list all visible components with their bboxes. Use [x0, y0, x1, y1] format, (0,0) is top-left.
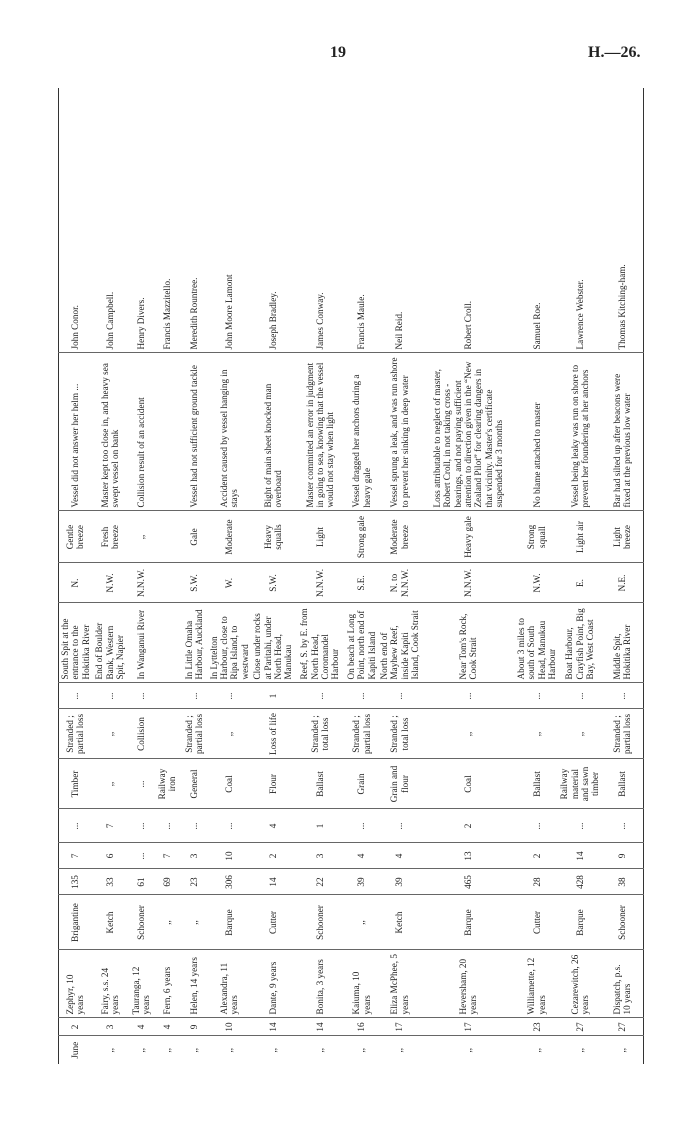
- cell-day: 16: [345, 1018, 378, 1036]
- cell-pass: ...: [208, 809, 251, 843]
- cell-cargo: Grain and flour: [378, 759, 421, 809]
- cell-place: About 3 miles to south of South Head, Manukau Harbour: [515, 603, 558, 683]
- cell-wind: [154, 563, 180, 603]
- cell-pass: 4: [251, 809, 295, 843]
- table-row: [295, 88, 345, 1064]
- cell-ship: Alexandra, 11 years: [208, 950, 251, 1018]
- cell-rig: ,,: [154, 895, 180, 950]
- cell-force: Gale: [180, 511, 208, 563]
- cell-place: End of Boulder Bank, Western Spit, Napier: [92, 603, 128, 683]
- cell-tons: 135: [59, 869, 92, 895]
- cell-place: South Spit at the entrance to the Hokitika River: [59, 603, 92, 683]
- cell-ship: Kaiuma, 10 years: [345, 950, 378, 1018]
- cell-rig: Ketch: [378, 895, 421, 950]
- cell-day: 27: [602, 1018, 644, 1036]
- cell-day: 17: [421, 1018, 515, 1036]
- table-row: [208, 88, 251, 1064]
- cell-month: ,,: [92, 1036, 128, 1064]
- cell-lives: ...: [59, 683, 92, 709]
- cell-pass: 1: [295, 809, 345, 843]
- cell-rig: Cutter: [251, 895, 295, 950]
- cell-tons: 38: [602, 869, 644, 895]
- cell-month: June: [59, 1036, 92, 1064]
- cell-lives: ...: [515, 683, 558, 709]
- cell-crew: 9: [602, 843, 644, 869]
- cell-pass: 2: [421, 809, 515, 843]
- cell-nature: Stranded ; partial loss: [59, 709, 92, 759]
- cell-master: Joseph Bradley.: [267, 291, 278, 350]
- cell-crew: 13: [421, 843, 515, 869]
- cell-wind: N. to N.N.W.: [378, 563, 421, 603]
- cell-force: Heavy squalls: [251, 511, 295, 563]
- table-row: [558, 88, 601, 1064]
- cell-pass: ...: [602, 809, 644, 843]
- cell-cause: Vessel dragged her anchors during a heavy gale: [345, 353, 378, 511]
- table-body: [59, 88, 644, 1064]
- table-row: [515, 88, 558, 1064]
- cell-crew: 3: [180, 843, 208, 869]
- cell-master: James Conway.: [314, 292, 325, 350]
- cell-crew: 3: [295, 843, 345, 869]
- cell-pass: 7: [92, 809, 128, 843]
- cell-force: Strong squall: [515, 511, 558, 563]
- cell-cargo: Grain: [345, 759, 378, 809]
- cell-cause: Master committed an error in judgment in going to sea, knowing that the vessel would not stay when light: [295, 353, 345, 511]
- cell-day: 27: [558, 1018, 601, 1036]
- cell-cargo: Coal: [421, 759, 515, 809]
- cell-crew: 4: [378, 843, 421, 869]
- cell-lives: ...: [92, 683, 128, 709]
- cell-cause: Master kept too close in, and heavy sea swept vessel on bank: [92, 353, 128, 511]
- cell-nature: Stranded ; total loss: [378, 709, 421, 759]
- cell-cargo: Ballast: [602, 759, 644, 809]
- cell-cause: Bar had silted up after beacons were fixed at the previous low water: [602, 353, 644, 511]
- cell-rig: ,,: [345, 895, 378, 950]
- cell-master: Robert Croll.: [463, 301, 473, 350]
- cell-crew: 10: [208, 843, 251, 869]
- series-reference: H.—26.: [588, 44, 641, 61]
- cell-pass: ...: [378, 809, 421, 843]
- cell-tons: 33: [92, 869, 128, 895]
- cell-ship: Zephyr, 10 years: [59, 950, 92, 1018]
- cell-wind: W.: [208, 563, 251, 603]
- cell-place: In Wanganui River: [128, 603, 154, 683]
- cell-day: 17: [378, 1018, 421, 1036]
- cell-wind: E.: [558, 563, 601, 603]
- cell-place: Middle Spit, Hokitika River: [602, 603, 644, 683]
- cell-nature: ,,: [421, 709, 515, 759]
- cell-cargo: Ballast: [515, 759, 558, 809]
- cell-wind: N.N.W.: [421, 563, 515, 603]
- cell-tons: 22: [295, 869, 345, 895]
- cell-force: [154, 511, 180, 563]
- cell-lives: ...: [345, 683, 378, 709]
- cell-place: In Little Omaha Harbour, Auckland: [180, 603, 208, 683]
- cell-cargo: General: [180, 759, 208, 809]
- rotated-table-wrapper: [58, 88, 633, 1064]
- cell-ship: Heversham, 20 years: [421, 950, 515, 1018]
- cell-place: In Lyttelton Harbour, close to Ripa Island, to westward: [208, 603, 251, 683]
- table-row: [421, 88, 515, 1064]
- cell-place: Close under rocks at Paritahi, under North Head, Manukau: [251, 603, 295, 683]
- table-row: [602, 88, 644, 1064]
- cell-cause: Collision result of an accident: [128, 353, 154, 511]
- cell-cause: Bight of main sheet knocked man overboard: [251, 353, 295, 511]
- cell-force: Light air: [558, 511, 601, 563]
- cell-place: Reef, S. by E. from North Head, Coromandel Harbour: [295, 603, 345, 683]
- cell-master: Lawrence Webster.: [574, 279, 585, 350]
- cell-lives: ...: [180, 683, 208, 709]
- cell-pass: ...: [558, 809, 601, 843]
- cell-pass: ...: [154, 809, 180, 843]
- cell-wind: S.E.: [345, 563, 378, 603]
- cell-rig: Barque: [421, 895, 515, 950]
- cell-tons: 61: [128, 869, 154, 895]
- cell-lives: ...: [208, 683, 251, 709]
- cell-crew: 2: [515, 843, 558, 869]
- cell-month: ,,: [180, 1036, 208, 1064]
- cell-crew: 6: [92, 843, 128, 869]
- cell-pass: ...: [128, 809, 154, 843]
- cell-rig: ,,: [180, 895, 208, 950]
- cell-lives: ...: [421, 683, 515, 709]
- cell-crew: 4: [345, 843, 378, 869]
- cell-force: Light breeze: [602, 511, 644, 563]
- cell-cargo: ...: [128, 759, 154, 809]
- cell-tons: 23: [180, 869, 208, 895]
- cell-cargo: Railway iron: [154, 759, 180, 809]
- cell-wind: N.N.W.: [128, 563, 154, 603]
- cell-wind: S.W.: [251, 563, 295, 603]
- cell-day: 2: [59, 1018, 92, 1036]
- cell-month: ,,: [602, 1036, 644, 1064]
- cell-day: 14: [251, 1018, 295, 1036]
- cell-ship: Dante, 9 years: [251, 950, 295, 1018]
- cell-master: Francis Maule.: [356, 294, 367, 350]
- cell-force: Heavy gale: [421, 511, 515, 563]
- cell-nature: Loss of life: [251, 709, 295, 759]
- cell-nature: ,,: [208, 709, 251, 759]
- cell-cause: [154, 353, 180, 511]
- cell-lives: ...: [378, 683, 421, 709]
- cell-month: ,,: [421, 1036, 515, 1064]
- cell-nature: ,,: [558, 709, 601, 759]
- cell-force: Strong gale: [345, 511, 378, 563]
- cell-cause: Vessel sprung a leak, and was run ashore to prevent her sinking in deep water: [378, 353, 421, 511]
- cell-rig: Schooner: [602, 895, 644, 950]
- cell-cause: Accident caused by vessel hanging in stays: [208, 353, 251, 511]
- cell-force: Fresh breeze: [92, 511, 128, 563]
- cell-tons: 306: [208, 869, 251, 895]
- cell-master: Neil Reid.: [394, 311, 405, 350]
- cell-master: Henry Divers.: [135, 297, 146, 350]
- cell-rig: Barque: [208, 895, 251, 950]
- cell-master: John Moore Lamont: [224, 274, 235, 350]
- cell-crew: 7: [154, 843, 180, 869]
- wreck-returns-table: [58, 88, 644, 1064]
- cell-force: Gentle breeze: [59, 511, 92, 563]
- cell-rig: Cutter: [515, 895, 558, 950]
- cell-nature: Collision: [128, 709, 154, 759]
- cell-day: 4: [154, 1018, 180, 1036]
- cell-pass: ...: [59, 809, 92, 843]
- cell-lives: [154, 683, 180, 709]
- cell-ship: Dispatch, p.s. 10 years: [602, 950, 644, 1018]
- cell-cargo: Flour: [251, 759, 295, 809]
- cell-month: ,,: [295, 1036, 345, 1064]
- cell-lives: 1: [251, 683, 295, 709]
- table-row: [59, 88, 92, 1064]
- cell-cause: Loss attributable to neglect of master, Robert Croll, in not taking cross - bearings, and not paying sufficient attention to direction given in the “New Zealand Pilot” for clearing dangers in that vicinity. Master's certificate suspended for 3 months: [421, 353, 515, 511]
- cell-month: ,,: [251, 1036, 295, 1064]
- cell-day: 9: [180, 1018, 208, 1036]
- cell-force: Moderate: [208, 511, 251, 563]
- cell-lives: ...: [128, 683, 154, 709]
- cell-wind: N.: [59, 563, 92, 603]
- cell-cargo: Railway material and sawn timber: [558, 759, 601, 809]
- cell-force: Moderate breeze: [378, 511, 421, 563]
- cell-nature: Stranded ; partial loss: [345, 709, 378, 759]
- cell-nature: [154, 709, 180, 759]
- cell-master: Thomas Kitching-ham.: [617, 264, 628, 350]
- cell-master: John Campbell.: [104, 291, 115, 350]
- cell-place: [154, 603, 180, 683]
- cell-day: 14: [295, 1018, 345, 1036]
- cell-tons: 14: [251, 869, 295, 895]
- cell-master: Meredith Rountree.: [188, 277, 199, 350]
- cell-tons: 39: [345, 869, 378, 895]
- table-row: [92, 88, 128, 1064]
- table-row: [154, 88, 180, 1064]
- table-row: [345, 88, 378, 1064]
- cell-ship: Cezarewitch, 26 years: [558, 950, 601, 1018]
- cell-wind: N.W.: [92, 563, 128, 603]
- cell-cause: Vessel being leaky was run on shore to prevent her foundering at her anchors: [558, 353, 601, 511]
- cell-nature: Stranded ; total loss: [295, 709, 345, 759]
- cell-master: Francis Mazzitello.: [161, 278, 172, 350]
- table-row: [251, 88, 295, 1064]
- cell-tons: 39: [378, 869, 421, 895]
- cell-month: ,,: [345, 1036, 378, 1064]
- cell-pass: ...: [180, 809, 208, 843]
- cell-rig: Barque: [558, 895, 601, 950]
- cell-month: ,,: [128, 1036, 154, 1064]
- cell-nature: Stranded ; partial loss: [180, 709, 208, 759]
- cell-nature: ,,: [515, 709, 558, 759]
- cell-ship: Tauranga, 12 years: [128, 950, 154, 1018]
- cell-cause: Vessel did not answer her helm ...: [59, 353, 92, 511]
- cell-day: 23: [515, 1018, 558, 1036]
- cell-crew: ...: [128, 843, 154, 869]
- cell-ship: Eliza McPhee, 5 years: [378, 950, 421, 1018]
- cell-ship: Helen, 14 years: [180, 950, 208, 1018]
- cell-cargo: Ballast: [295, 759, 345, 809]
- cell-day: 10: [208, 1018, 251, 1036]
- cell-nature: ,,: [92, 709, 128, 759]
- cell-tons: 428: [558, 869, 601, 895]
- cell-month: ,,: [515, 1036, 558, 1064]
- cell-pass: ...: [345, 809, 378, 843]
- cell-cargo: Timber: [59, 759, 92, 809]
- cell-tons: 69: [154, 869, 180, 895]
- cell-crew: 2: [251, 843, 295, 869]
- cell-wind: S.W.: [180, 563, 208, 603]
- cell-month: ,,: [208, 1036, 251, 1064]
- cell-tons: 28: [515, 869, 558, 895]
- cell-ship: Bonita, 3 years: [295, 950, 345, 1018]
- table-row: [128, 88, 154, 1064]
- cell-tons: 465: [421, 869, 515, 895]
- cell-month: ,,: [154, 1036, 180, 1064]
- cell-rig: Brigantine: [59, 895, 92, 950]
- cell-lives: ...: [295, 683, 345, 709]
- cell-rig: Schooner: [128, 895, 154, 950]
- cell-cargo: ,,: [92, 759, 128, 809]
- cell-wind: N.W.: [515, 563, 558, 603]
- cell-wind: N.E.: [602, 563, 644, 603]
- cell-pass: ...: [515, 809, 558, 843]
- cell-master: John Conor.: [70, 305, 81, 350]
- cell-cause: No blame attached to master: [515, 353, 558, 511]
- cell-month: ,,: [558, 1036, 601, 1064]
- cell-cargo: Coal: [208, 759, 251, 809]
- cell-month: ,,: [378, 1036, 421, 1064]
- cell-rig: Ketch: [92, 895, 128, 950]
- cell-day: 3: [92, 1018, 128, 1036]
- cell-day: 4: [128, 1018, 154, 1036]
- cell-place: Boat Harbour, Crayfish Point, Big Bay, West Coast: [558, 603, 601, 683]
- cell-rig: Schooner: [295, 895, 345, 950]
- cell-ship: Fern, 6 years: [154, 950, 180, 1018]
- cell-force: ,,: [128, 511, 154, 563]
- cell-place: North end of Mayhew Reef, inside Kapiti Island, Cook Strait: [378, 603, 421, 683]
- cell-wind: N.N.W.: [295, 563, 345, 603]
- cell-force: Light: [295, 511, 345, 563]
- cell-place: On beach at Long Point, north end of Kapiti Island: [345, 603, 378, 683]
- cell-ship: Fairy, s.s. 24 years: [92, 950, 128, 1018]
- table-row: [378, 88, 421, 1064]
- cell-crew: 7: [59, 843, 92, 869]
- page-number: 19: [330, 44, 346, 61]
- cell-ship: Williamette, 12 years: [515, 950, 558, 1018]
- cell-lives: ...: [602, 683, 644, 709]
- cell-crew: 14: [558, 843, 601, 869]
- cell-lives: ...: [558, 683, 601, 709]
- table-row: [180, 88, 208, 1064]
- cell-cause: Vessel had not sufficient ground tackle: [180, 353, 208, 511]
- cell-place: Near Tom's Rock, Cook Strait: [421, 603, 515, 683]
- cell-master: Samuel Roe.: [531, 302, 542, 350]
- cell-nature: Stranded ; partial loss: [602, 709, 644, 759]
